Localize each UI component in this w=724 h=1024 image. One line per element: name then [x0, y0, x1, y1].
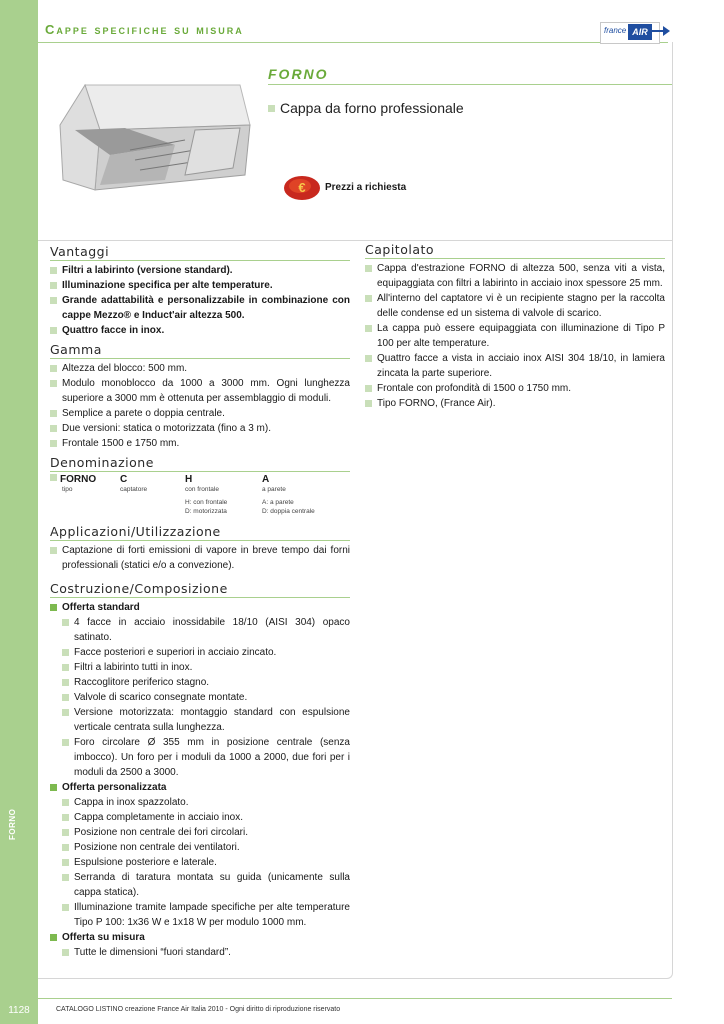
list-item: Quattro facce in inox.: [50, 323, 350, 338]
subtitle-text: Cappa da forno professionale: [280, 100, 464, 116]
list-item: Posizione non centrale dei ventilatori.: [50, 840, 350, 855]
right-column: [365, 242, 665, 411]
page-number: 1128: [8, 1005, 30, 1016]
product-title-divider: [268, 84, 672, 85]
logo-france-text: france: [604, 26, 627, 35]
list-item: Posizione non centrale dei fori circolari.: [50, 825, 350, 840]
list-item: Tutte le dimensioni “fuori standard”.: [50, 945, 350, 960]
section-title: Cappe specifiche su misura: [45, 22, 244, 37]
list-item: Foro circolare Ø 355 mm in posizione centrale (senza imbocco). Un foro per i moduli da 1000 a 2000, due fori per i moduli da 2500 a 3000.: [50, 735, 350, 780]
list-item: Due versioni: statica o motorizzata (fino a 3 m).: [50, 421, 350, 436]
group-title: Offerta su misura: [50, 930, 350, 945]
list-item: Espulsione posteriore e laterale.: [50, 855, 350, 870]
list-item: Valvole di scarico consegnate montate.: [50, 690, 350, 705]
list-item: Cappa d'estrazione FORNO di altezza 500, senza viti a vista, equipaggiata con filtri a labirinto in acciaio inox spessore 25 mm.: [365, 261, 665, 291]
left-column: [50, 244, 350, 960]
sidebar-label: FORNO: [8, 808, 17, 840]
list-item: Versione motorizzata: montaggio standard con espulsione verticale centrata sulla lunghezza.: [50, 705, 350, 735]
list-item: Cappa in inox spazzolato.: [50, 795, 350, 810]
list-item: Quattro facce a vista in acciaio inox AISI 304 18/10, in lamiera zincata la parte superiore.: [365, 351, 665, 381]
list-item: Grande adattabilità e personalizzabile in combinazione con cappe Mezzo® e Induct'air altezza 500.: [50, 293, 350, 323]
list-item: All'interno del captatore vi è un recipiente stagno per la raccolta delle condense ed un sistema di valvole di scarico.: [365, 291, 665, 321]
svg-text:€: €: [298, 180, 306, 195]
price-label: Prezzi a richiesta: [325, 182, 407, 193]
list-item: Altezza del blocco: 500 mm.: [50, 361, 350, 376]
group-title: Offerta standard: [50, 600, 350, 615]
heading-costruzione: Costruzione/Composizione: [50, 581, 228, 596]
denomination-table: FORNO C H A tipo captatore con frontale a parete H: con frontale A: a parete D: motorizzata D: doppia centrale: [50, 474, 350, 516]
heading-denominazione: Denominazione: [50, 455, 154, 470]
list-item: Filtri a labirinto (versione standard).: [50, 263, 350, 278]
heading-applicazioni: Applicazioni/Utilizzazione: [50, 524, 221, 539]
list-item: Facce posteriori e superiori in acciaio zincato.: [50, 645, 350, 660]
list-item: Illuminazione tramite lampade specifiche per alte temperature Tipo P 100: 1x36 W e 1x18 W per modulo 1000 mm.: [50, 900, 350, 930]
euro-icon: [283, 174, 321, 202]
heading-vantaggi: Vantaggi: [50, 244, 110, 259]
sidebar-band: [0, 0, 38, 1024]
list-item: Serranda di taratura montata su guida (unicamente sulla cappa statica).: [50, 870, 350, 900]
list-item: Raccoglitore periferico stagno.: [50, 675, 350, 690]
list-item: Captazione di forti emissioni di vapore in breve tempo dai forni professionali (statici e/o a convezione).: [50, 543, 350, 573]
list-item: Cappa completamente in acciaio inox.: [50, 810, 350, 825]
list-item: Filtri a labirinto tutti in inox.: [50, 660, 350, 675]
heading-gamma: Gamma: [50, 342, 102, 357]
hood-image: [55, 70, 255, 200]
footer-divider: [38, 998, 672, 999]
list-item: 4 facce in acciaio inossidabile 18/10 (AISI 304) opaco satinato.: [50, 615, 350, 645]
list-item: Frontale con profondità di 1500 o 1750 mm.: [365, 381, 665, 396]
list-item: Semplice a parete o doppia centrale.: [50, 406, 350, 421]
france-air-logo: [600, 22, 670, 44]
list-item: La cappa può essere equipaggiata con illuminazione di Tipo P 100 per alte temperature.: [365, 321, 665, 351]
list-item: Modulo monoblocco da 1000 a 3000 mm. Ogni lunghezza superiore a 3000 mm è ottenuta per assemblaggio di moduli.: [50, 376, 350, 406]
logo-air-text: AIR: [628, 24, 652, 40]
list-item: Frontale 1500 e 1750 mm.: [50, 436, 350, 451]
footer-text: CATALOGO LISTINO creazione France Air Italia 2010 - Ogni diritto di riproduzione riservato: [56, 1006, 341, 1013]
list-item: Illuminazione specifica per alte temperature.: [50, 278, 350, 293]
group-title: Offerta personalizzata: [50, 780, 350, 795]
heading-capitolato: Capitolato: [365, 242, 435, 257]
bullet-square: [268, 105, 275, 112]
product-subtitle: [268, 100, 464, 116]
product-title: FORNO: [268, 66, 329, 82]
list-item: Tipo FORNO, (France Air).: [365, 396, 665, 411]
